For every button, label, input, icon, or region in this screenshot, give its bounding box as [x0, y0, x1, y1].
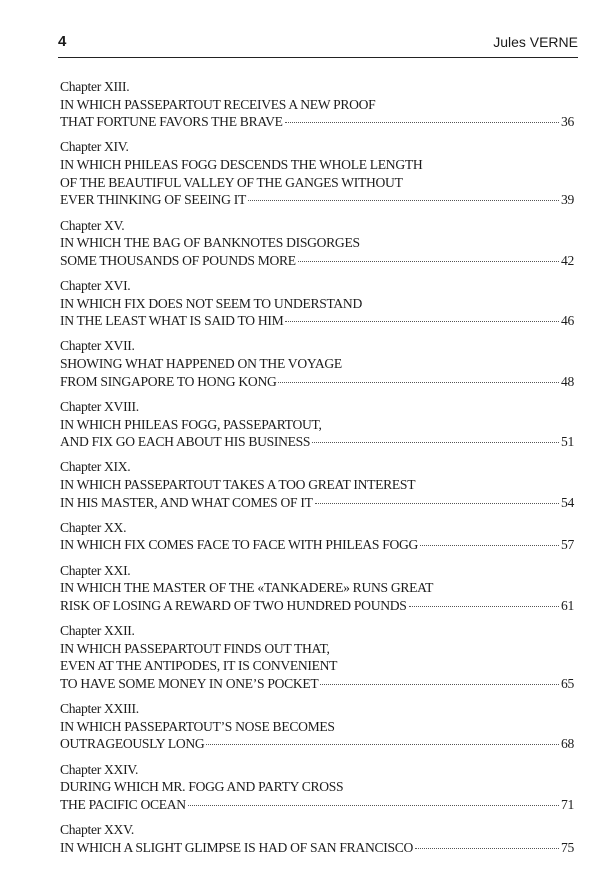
table-of-contents: [60, 78, 574, 864]
dot-leader: [278, 382, 559, 383]
chapter-label: Chapter XVI.: [60, 278, 131, 293]
chapter-title-final-line: [60, 494, 574, 512]
chapter-title-line: IN WHICH A SLIGHT GLIMPSE IS HAD OF SAN FRANCISCO: [60, 839, 414, 855]
chapter-title-final-line: [60, 796, 574, 814]
toc-entry: [60, 398, 574, 451]
chapter-label: Chapter XXII.: [60, 623, 135, 639]
chapter-title-final-line: [60, 433, 574, 451]
toc-page-number: 65: [561, 676, 574, 691]
dot-leader: [315, 503, 559, 504]
chapter-label: Chapter XVII.: [60, 338, 135, 354]
toc-entry: [60, 78, 574, 131]
chapter-title-line: OUTRAGEOUSLY LONG: [60, 736, 205, 752]
chapter-label: Chapter XV.: [60, 217, 125, 233]
chapter-title-final-line: [60, 312, 574, 330]
chapter-title-final-line: [60, 536, 574, 554]
dot-leader: [248, 200, 559, 201]
chapter-title-line: IN WHICH FIX DOES NOT SEEM TO UNDERSTAND: [60, 295, 362, 311]
chapter-title-line: RISK OF LOSING A REWARD OF TWO HUNDRED POUNDS: [60, 597, 407, 613]
dot-leader: [320, 684, 559, 685]
dot-leader: [415, 848, 559, 849]
toc-entry: [60, 761, 574, 814]
chapter-title-line: IN WHICH PHILEAS FOGG, PASSEPARTOUT,: [60, 416, 322, 432]
toc-page-number: 39: [561, 192, 574, 208]
chapter-label: Chapter XXI.: [60, 562, 131, 578]
chapter-title-final-line: [60, 675, 574, 693]
chapter-label: Chapter XXIII.: [60, 701, 139, 717]
toc-page-number: 54: [561, 494, 574, 510]
toc-page-number: 68: [561, 736, 574, 752]
chapter-title-final-line: [60, 113, 574, 131]
chapter-label: Chapter XIX.: [60, 459, 131, 475]
chapter-title-line: IN WHICH THE MASTER OF THE «TANKADERE» RUNS GREAT: [60, 580, 434, 596]
chapter-title-line: IN WHICH FIX COMES FACE TO FACE WITH PHILEAS FOGG: [60, 537, 419, 553]
dot-leader: [188, 805, 559, 806]
chapter-label: Chapter XXV.: [60, 822, 134, 838]
header-rule: [58, 57, 578, 58]
chapter-title-line: OF THE BEAUTIFUL VALLEY OF THE GANGES WITHOUT: [60, 174, 403, 190]
toc-entry: [60, 562, 574, 615]
chapter-title-line: IN WHICH THE BAG OF BANKNOTES DISGORGES: [60, 235, 360, 251]
dot-leader: [409, 606, 559, 607]
chapter-title-line: IN WHICH PASSEPARTOUT’S NOSE BECOMES: [60, 718, 335, 734]
chapter-label: Chapter XIII.: [60, 79, 130, 94]
dot-leader: [298, 261, 559, 262]
chapter-title-line: THAT FORTUNE FAVORS THE BRAVE: [60, 114, 283, 130]
toc-entry: [60, 700, 574, 753]
chapter-title-line: IN WHICH PHILEAS FOGG DESCENDS THE WHOLE LENGTH: [60, 157, 423, 173]
dot-leader: [206, 744, 559, 745]
chapter-title-line: THE PACIFIC OCEAN: [60, 796, 186, 812]
toc-entry: [60, 821, 574, 856]
toc-entry: [60, 458, 574, 511]
toc-page-number: 51: [561, 434, 574, 450]
chapter-title-line: IN HIS MASTER, AND WHAT COMES OF IT: [60, 494, 313, 510]
chapter-title-line: EVEN AT THE ANTIPODES, IT IS CONVENIENT: [60, 658, 338, 674]
chapter-title-line: DURING WHICH MR. FOGG AND PARTY CROSS: [60, 779, 344, 795]
chapter-title-line: SHOWING WHAT HAPPENED ON THE VOYAGE: [60, 356, 342, 372]
chapter-label: Chapter XX.: [60, 519, 127, 535]
chapter-title-final-line: [60, 839, 574, 857]
dot-leader: [285, 321, 559, 322]
chapter-title-final-line: [60, 373, 574, 391]
author-name: Jules VERNE: [493, 34, 578, 50]
chapter-label: Chapter XVIII.: [60, 398, 139, 414]
chapter-title-line: SOME THOUSANDS OF POUNDS MORE: [60, 252, 296, 268]
chapter-label: Chapter XXIV.: [60, 761, 139, 777]
chapter-title-line: IN WHICH PASSEPARTOUT FINDS OUT THAT,: [60, 640, 330, 656]
toc-entry: [60, 519, 574, 554]
dot-leader: [312, 442, 559, 443]
toc-entry: [60, 277, 574, 330]
running-head: [58, 28, 578, 50]
toc-page-number: 48: [561, 373, 574, 389]
dot-leader: [285, 122, 559, 123]
chapter-title-line: FROM SINGAPORE TO HONG KONG: [60, 373, 277, 389]
toc-entry: [60, 622, 574, 692]
chapter-title-line: TO HAVE SOME MONEY IN ONE’S POCKET: [60, 676, 319, 691]
chapter-title-final-line: [60, 191, 574, 209]
toc-page-number: 57: [561, 537, 574, 553]
chapter-title-line: IN WHICH PASSEPARTOUT TAKES A TOO GREAT INTEREST: [60, 477, 416, 492]
chapter-title-line: EVER THINKING OF SEEING IT: [60, 192, 247, 208]
toc-page-number: 36: [561, 114, 574, 130]
chapter-title-final-line: [60, 252, 574, 270]
toc-page-number: 71: [561, 796, 574, 812]
chapter-title-line: IN WHICH PASSEPARTOUT RECEIVES A NEW PROOF: [60, 96, 376, 112]
chapter-label: Chapter XIV.: [60, 139, 129, 155]
toc-entry: [60, 217, 574, 270]
toc-entry: [60, 138, 574, 208]
page-number: 4: [58, 33, 67, 50]
toc-page-number: 61: [561, 597, 574, 613]
toc-entry: [60, 337, 574, 390]
chapter-title-final-line: [60, 597, 574, 615]
toc-page-number: 75: [561, 839, 574, 855]
dot-leader: [420, 545, 559, 546]
toc-page-number: 42: [561, 252, 574, 268]
chapter-title-final-line: [60, 735, 574, 753]
chapter-title-line: IN THE LEAST WHAT IS SAID TO HIM: [60, 313, 284, 329]
chapter-title-line: AND FIX GO EACH ABOUT HIS BUSINESS: [60, 434, 311, 450]
toc-page-number: 46: [561, 313, 574, 329]
